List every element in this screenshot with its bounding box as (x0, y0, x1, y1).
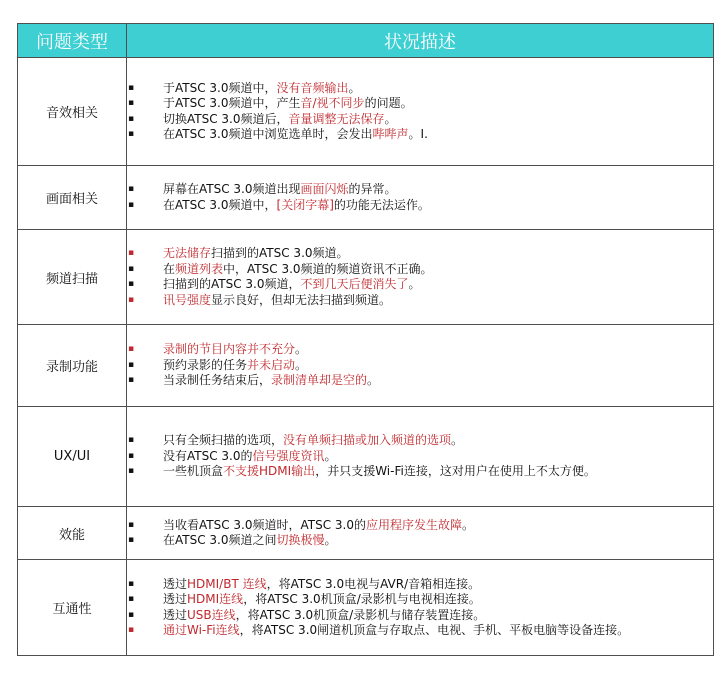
bullet-icon: ▪ (128, 359, 135, 370)
description-cell (127, 58, 714, 166)
highlight-text: 频道列表 (175, 261, 224, 276)
highlight-text: HDMI连线 (187, 592, 244, 606)
description-cell (127, 560, 714, 656)
list-item (127, 608, 713, 624)
item-text: 在ATSC 3.0频道之间 (163, 533, 277, 547)
item-text: 一些机顶盒 (163, 464, 224, 479)
header-category: 问题类型 (18, 24, 127, 58)
list-item (127, 533, 713, 549)
item-text: 显示良好，但却无法扫描到频道。 (211, 292, 392, 307)
list-item (127, 592, 713, 608)
highlight-text: 音量调整无法保存 (288, 111, 385, 126)
table-row (18, 507, 714, 560)
highlight-text: 通过Wi-Fi连线 (163, 623, 240, 637)
table-row (18, 58, 714, 166)
list-item (127, 464, 713, 480)
list-item (127, 182, 713, 198)
bullet-icon: ▪ (128, 625, 135, 635)
category-cell: 音效相关 (18, 58, 127, 166)
highlight-text: 不到几天后便消失了 (300, 277, 409, 291)
bullet-icon: ▪ (128, 375, 135, 386)
bullet-icon: ▪ (128, 248, 135, 258)
item-text: 在ATSC 3.0频道中， (163, 197, 277, 212)
list-item (127, 246, 713, 262)
list-item (127, 198, 713, 214)
description-list (127, 342, 713, 389)
item-text: 切换ATSC 3.0频道后， (163, 111, 289, 126)
item-text: ，将ATSC 3.0闸道机顶盒与存取点、电视、手机、平板电脑等设备连接。 (239, 623, 630, 637)
category-cell: UX/UI (18, 407, 127, 507)
category-cell: 频道扫描 (18, 230, 127, 325)
category-cell: 效能 (18, 507, 127, 560)
category-cell: 画面相关 (18, 166, 127, 230)
bullet-icon: ▪ (128, 594, 135, 604)
item-text: 。 (367, 373, 380, 388)
list-item (127, 81, 713, 97)
list-item (127, 358, 713, 374)
table-body (18, 58, 714, 656)
highlight-text: 哔哔声 (372, 127, 409, 141)
item-text: 的问题。 (364, 96, 413, 110)
highlight-text: 录制的节目内容并不充分 (163, 342, 296, 357)
description-cell (127, 166, 714, 230)
list-item (127, 262, 713, 278)
bullet-icon: ▪ (128, 535, 135, 545)
item-text: 。 (462, 517, 475, 532)
highlight-text: [关闭字幕] (276, 197, 334, 212)
bullet-icon: ▪ (128, 184, 135, 194)
description-cell (127, 325, 714, 407)
list-item (127, 373, 713, 389)
item-text: 当收看ATSC 3.0频道时，ATSC 3.0的 (163, 517, 367, 532)
item-text: 在 (163, 261, 176, 276)
item-text: 于ATSC 3.0频道中，产生 (163, 96, 301, 110)
highlight-text: 音/视不同步 (300, 96, 365, 110)
item-text: ，将ATSC 3.0电视与AVR/音箱相连接。 (266, 576, 481, 591)
bullet-icon: ▪ (128, 263, 135, 274)
description-list (127, 433, 713, 480)
item-text: 没有ATSC 3.0的 (163, 448, 253, 463)
item-text: 。 (324, 533, 337, 547)
item-text: 透过 (163, 576, 188, 591)
item-text: 。 (408, 277, 421, 291)
description-list (127, 518, 713, 549)
bullet-icon: ▪ (128, 344, 135, 355)
list-item (127, 112, 713, 128)
category-cell: 互通性 (18, 560, 127, 656)
list-item (127, 342, 713, 358)
highlight-text: 无法储存 (163, 246, 212, 260)
highlight-text: USB连线 (187, 607, 236, 622)
item-text: 扫描到的ATSC 3.0频道， (163, 277, 301, 291)
bullet-icon: ▪ (128, 98, 135, 108)
highlight-text: 没有单频扫描或加入频道的选项 (283, 433, 452, 448)
bullet-icon: ▪ (128, 466, 135, 477)
description-cell (127, 230, 714, 325)
bullet-icon: ▪ (128, 113, 135, 124)
item-text: 。 (295, 357, 308, 372)
bullet-icon: ▪ (128, 519, 135, 530)
highlight-text: 录制清单却是空的 (271, 373, 368, 388)
description-list (127, 182, 713, 213)
bullet-icon: ▪ (128, 435, 135, 446)
list-item (127, 96, 713, 112)
highlight-text: 并未启动 (247, 357, 296, 372)
item-text: 在ATSC 3.0频道中浏览选单时，会发出 (163, 127, 373, 141)
header-description: 状况描述 (127, 24, 714, 58)
description-list (127, 577, 713, 639)
highlight-text: 切换极慢 (276, 533, 325, 547)
bullet-icon: ▪ (128, 294, 135, 305)
bullet-icon: ▪ (128, 609, 135, 620)
highlight-text: HDMI/BT 连线 (187, 576, 267, 591)
list-item (127, 127, 713, 143)
table-row (18, 325, 714, 407)
item-text: 预约录影的任务 (163, 357, 248, 372)
item-text: 。I. (408, 127, 428, 141)
list-item (127, 623, 713, 639)
table-row (18, 560, 714, 656)
bullet-icon: ▪ (128, 578, 135, 589)
item-text: ，将ATSC 3.0机顶盒/录影机与电视相连接。 (243, 592, 481, 606)
list-item (127, 433, 713, 449)
highlight-text: 应用程序发生故障 (366, 517, 463, 532)
item-text: 的异常。 (348, 182, 397, 196)
item-text: 。 (348, 80, 361, 95)
description-cell (127, 407, 714, 507)
highlight-text: 没有音频输出 (276, 80, 349, 95)
list-item (127, 449, 713, 465)
table-row (18, 230, 714, 325)
table-row (18, 166, 714, 230)
item-text: 屏幕在ATSC 3.0频道出现 (163, 182, 301, 196)
table-row (18, 407, 714, 507)
item-text: 于ATSC 3.0频道中， (163, 80, 277, 95)
description-list (127, 81, 713, 143)
description-list (127, 246, 713, 308)
description-cell (127, 507, 714, 560)
highlight-text: 画面闪烁 (300, 182, 349, 196)
list-item (127, 518, 713, 534)
item-text: 扫描到的ATSC 3.0频道。 (211, 246, 349, 260)
list-item (127, 577, 713, 593)
issue-table (17, 23, 714, 656)
item-text: 。 (295, 342, 308, 357)
highlight-text: 不支援HDMI输出 (223, 464, 316, 479)
category-cell: 录制功能 (18, 325, 127, 407)
item-text: 中，ATSC 3.0频道的频道资讯不正确。 (223, 261, 433, 276)
item-text: 透过 (163, 592, 188, 606)
item-text: 。 (384, 111, 397, 126)
bullet-icon: ▪ (128, 199, 135, 210)
list-item (127, 293, 713, 309)
bullet-icon: ▪ (128, 129, 135, 139)
item-text: 透过 (163, 607, 188, 622)
header-row (18, 24, 714, 58)
bullet-icon: ▪ (128, 279, 135, 289)
highlight-text: 信号强度资讯 (252, 448, 325, 463)
item-text: 只有全频扫描的选项， (163, 433, 284, 448)
list-item (127, 277, 713, 293)
bullet-icon: ▪ (128, 82, 135, 93)
item-text: 的功能无法运作。 (333, 197, 430, 212)
item-text: 当录制任务结束后， (163, 373, 272, 388)
item-text: ，并只支援Wi-Fi连接，这对用户在使用上不太方便。 (315, 464, 596, 479)
item-text: ，将ATSC 3.0机顶盒/录影机与储存装置连接。 (235, 607, 486, 622)
item-text: 。 (324, 448, 337, 463)
bullet-icon: ▪ (128, 450, 135, 461)
item-text: 。 (451, 433, 464, 448)
highlight-text: 讯号强度 (163, 292, 212, 307)
